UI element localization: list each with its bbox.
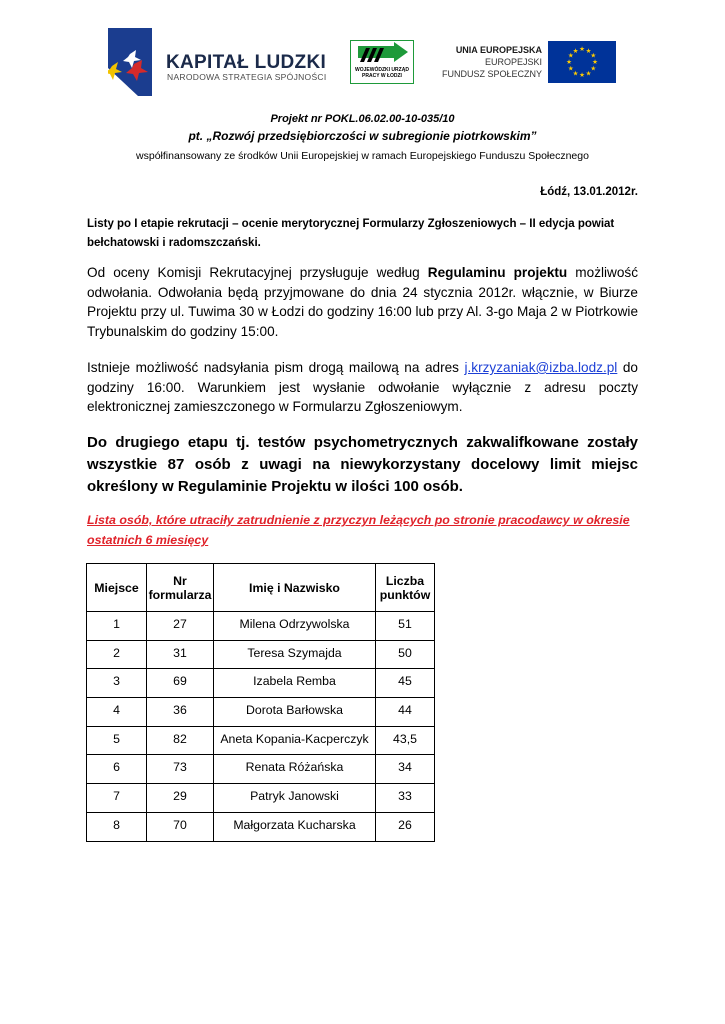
header-points: Liczba punktów [376,564,435,612]
cell-points: 34 [376,755,435,784]
cell-points: 26 [376,812,435,841]
table-row [87,698,435,727]
header-form-number: Nr formularza [147,564,214,612]
kapital-ludzki-logo [108,28,152,96]
cell-form-number: 29 [147,784,214,813]
table-row [87,812,435,841]
cell-place: 7 [87,784,147,813]
cell-place: 6 [87,755,147,784]
project-title: pt. „Rozwój przedsiębiorczości w subregionie piotrkowskim” [188,129,537,143]
eu-star-icon: ★ [579,46,585,54]
cell-name: Dorota Barłowska [214,698,376,727]
lists-title: Listy po I etapie rekrutacji – ocenie merytorycznej Formularzy Zgłoszeniowych – II edycja powiat bełchatowski i radomszczański. [87,218,615,249]
document-date: Łódź, 13.01.2012r. [540,186,638,198]
eu-star-icon: ★ [590,52,597,60]
eu-star-icon: ★ [579,72,585,80]
table-row [87,669,435,698]
cell-place: 5 [87,726,147,755]
eu-line3: FUNDUSZ SPOŁECZNY [441,69,542,79]
results-table [86,563,435,842]
eu-line2: EUROPEJSKI [484,57,542,67]
cell-place: 2 [87,640,147,669]
eu-line1: UNIA EUROPEJSKA [455,45,542,55]
eu-star-icon: ★ [585,70,592,78]
cell-name: Małgorzata Kucharska [214,812,376,841]
cell-form-number: 82 [147,726,214,755]
eu-star-icon: ★ [567,52,574,60]
table-row [87,612,435,641]
table-row [87,640,435,669]
eu-flag-icon [548,41,616,83]
cell-form-number: 69 [147,669,214,698]
table-row [87,784,435,813]
eu-text [434,44,542,80]
header-name: Imię i Nazwisko [214,564,376,612]
cell-place: 3 [87,669,147,698]
project-number: Projekt nr POKL.06.02.00-10-035/10 [270,113,455,125]
cell-points: 45 [376,669,435,698]
kapital-ludzki-title: KAPITAŁ LUDZKI [166,52,327,73]
cell-points: 43,5 [376,726,435,755]
appeal-text-c: możliwość odwołania. Odwołania będą przyjmowane do dnia 24 stycznia 2012r. włącznie, w Biurze Projektu przy ul. Tuwima 30 w Łodzi do godziny 16:00 lub przy Al. 3-go Maja 2 w Piotrkowie Trybunalskim do godziny 15:00. [87,265,638,339]
cell-name: Milena Odrzywolska [214,612,376,641]
cell-name: Izabela Remba [214,669,376,698]
cell-place: 1 [87,612,147,641]
eu-star-icon: ★ [572,47,579,55]
cell-name: Renata Różańska [214,755,376,784]
cell-form-number: 70 [147,812,214,841]
email-text-b: do godziny 16:00. Warunkiem jest wysłanie odwołanie wyłącznie z adresu poczty elektronicznej zamieszczonego w Formularzu Zgłoszeniowym. [87,360,638,414]
eu-star-icon: ★ [567,65,574,73]
cell-form-number: 31 [147,640,214,669]
cell-place: 8 [87,812,147,841]
eu-star-icon: ★ [566,59,572,67]
eu-star-icon: ★ [592,59,598,67]
appeal-text-a: Od oceny Komisji Rekrutacyjnej przysługuje według [87,265,428,280]
email-paragraph [87,358,638,417]
cell-points: 51 [376,612,435,641]
eu-star-icon: ★ [585,47,592,55]
eu-star-icon: ★ [590,65,597,73]
cell-place: 4 [87,698,147,727]
email-text-a: Istnieje możliwość nadsyłania pism drogą mailową na adres [87,360,465,375]
cell-points: 44 [376,698,435,727]
cell-form-number: 36 [147,698,214,727]
table-row [87,755,435,784]
cell-name: Patryk Janowski [214,784,376,813]
cell-form-number: 27 [147,612,214,641]
header-place: Miejsce [87,564,147,612]
cell-name: Aneta Kopania-Kacperczyk [214,726,376,755]
email-link[interactable]: j.krzyzaniak@izba.lodz.pl [464,360,618,375]
cell-form-number: 73 [147,755,214,784]
qualified-statement: Do drugiego etapu tj. testów psychometrycznych zakwalifkowane zostały wszystkie 87 osób z uwagi na niewykorzystany docelowy limit miejsc określony w Regulaminie Projektu w ilości 100 osób. [87,434,638,495]
cell-points: 33 [376,784,435,813]
eu-star-icon: ★ [572,70,579,78]
table-header-row [87,564,435,612]
wup-logo-text: WOJEWÓDZKI URZĄD PRACY W ŁODZI [355,67,409,79]
cell-points: 50 [376,640,435,669]
list-heading: Lista osób, które utraciły zatrudnienie z przyczyn leżących po stronie pracodawcy w okresie ostatnich 6 miesięcy [87,513,630,547]
table-row [87,726,435,755]
appeal-paragraph [87,263,638,341]
kapital-ludzki-subtitle: NARODOWA STRATEGIA SPÓJNOŚCI [167,72,327,82]
regulation-link-text: Regulaminu projektu [427,265,568,280]
project-funding: współfinansowany ze środków Unii Europejskiej w ramach Europejskiego Funduszu Społecznego [136,150,589,162]
cell-name: Teresa Szymajda [214,640,376,669]
